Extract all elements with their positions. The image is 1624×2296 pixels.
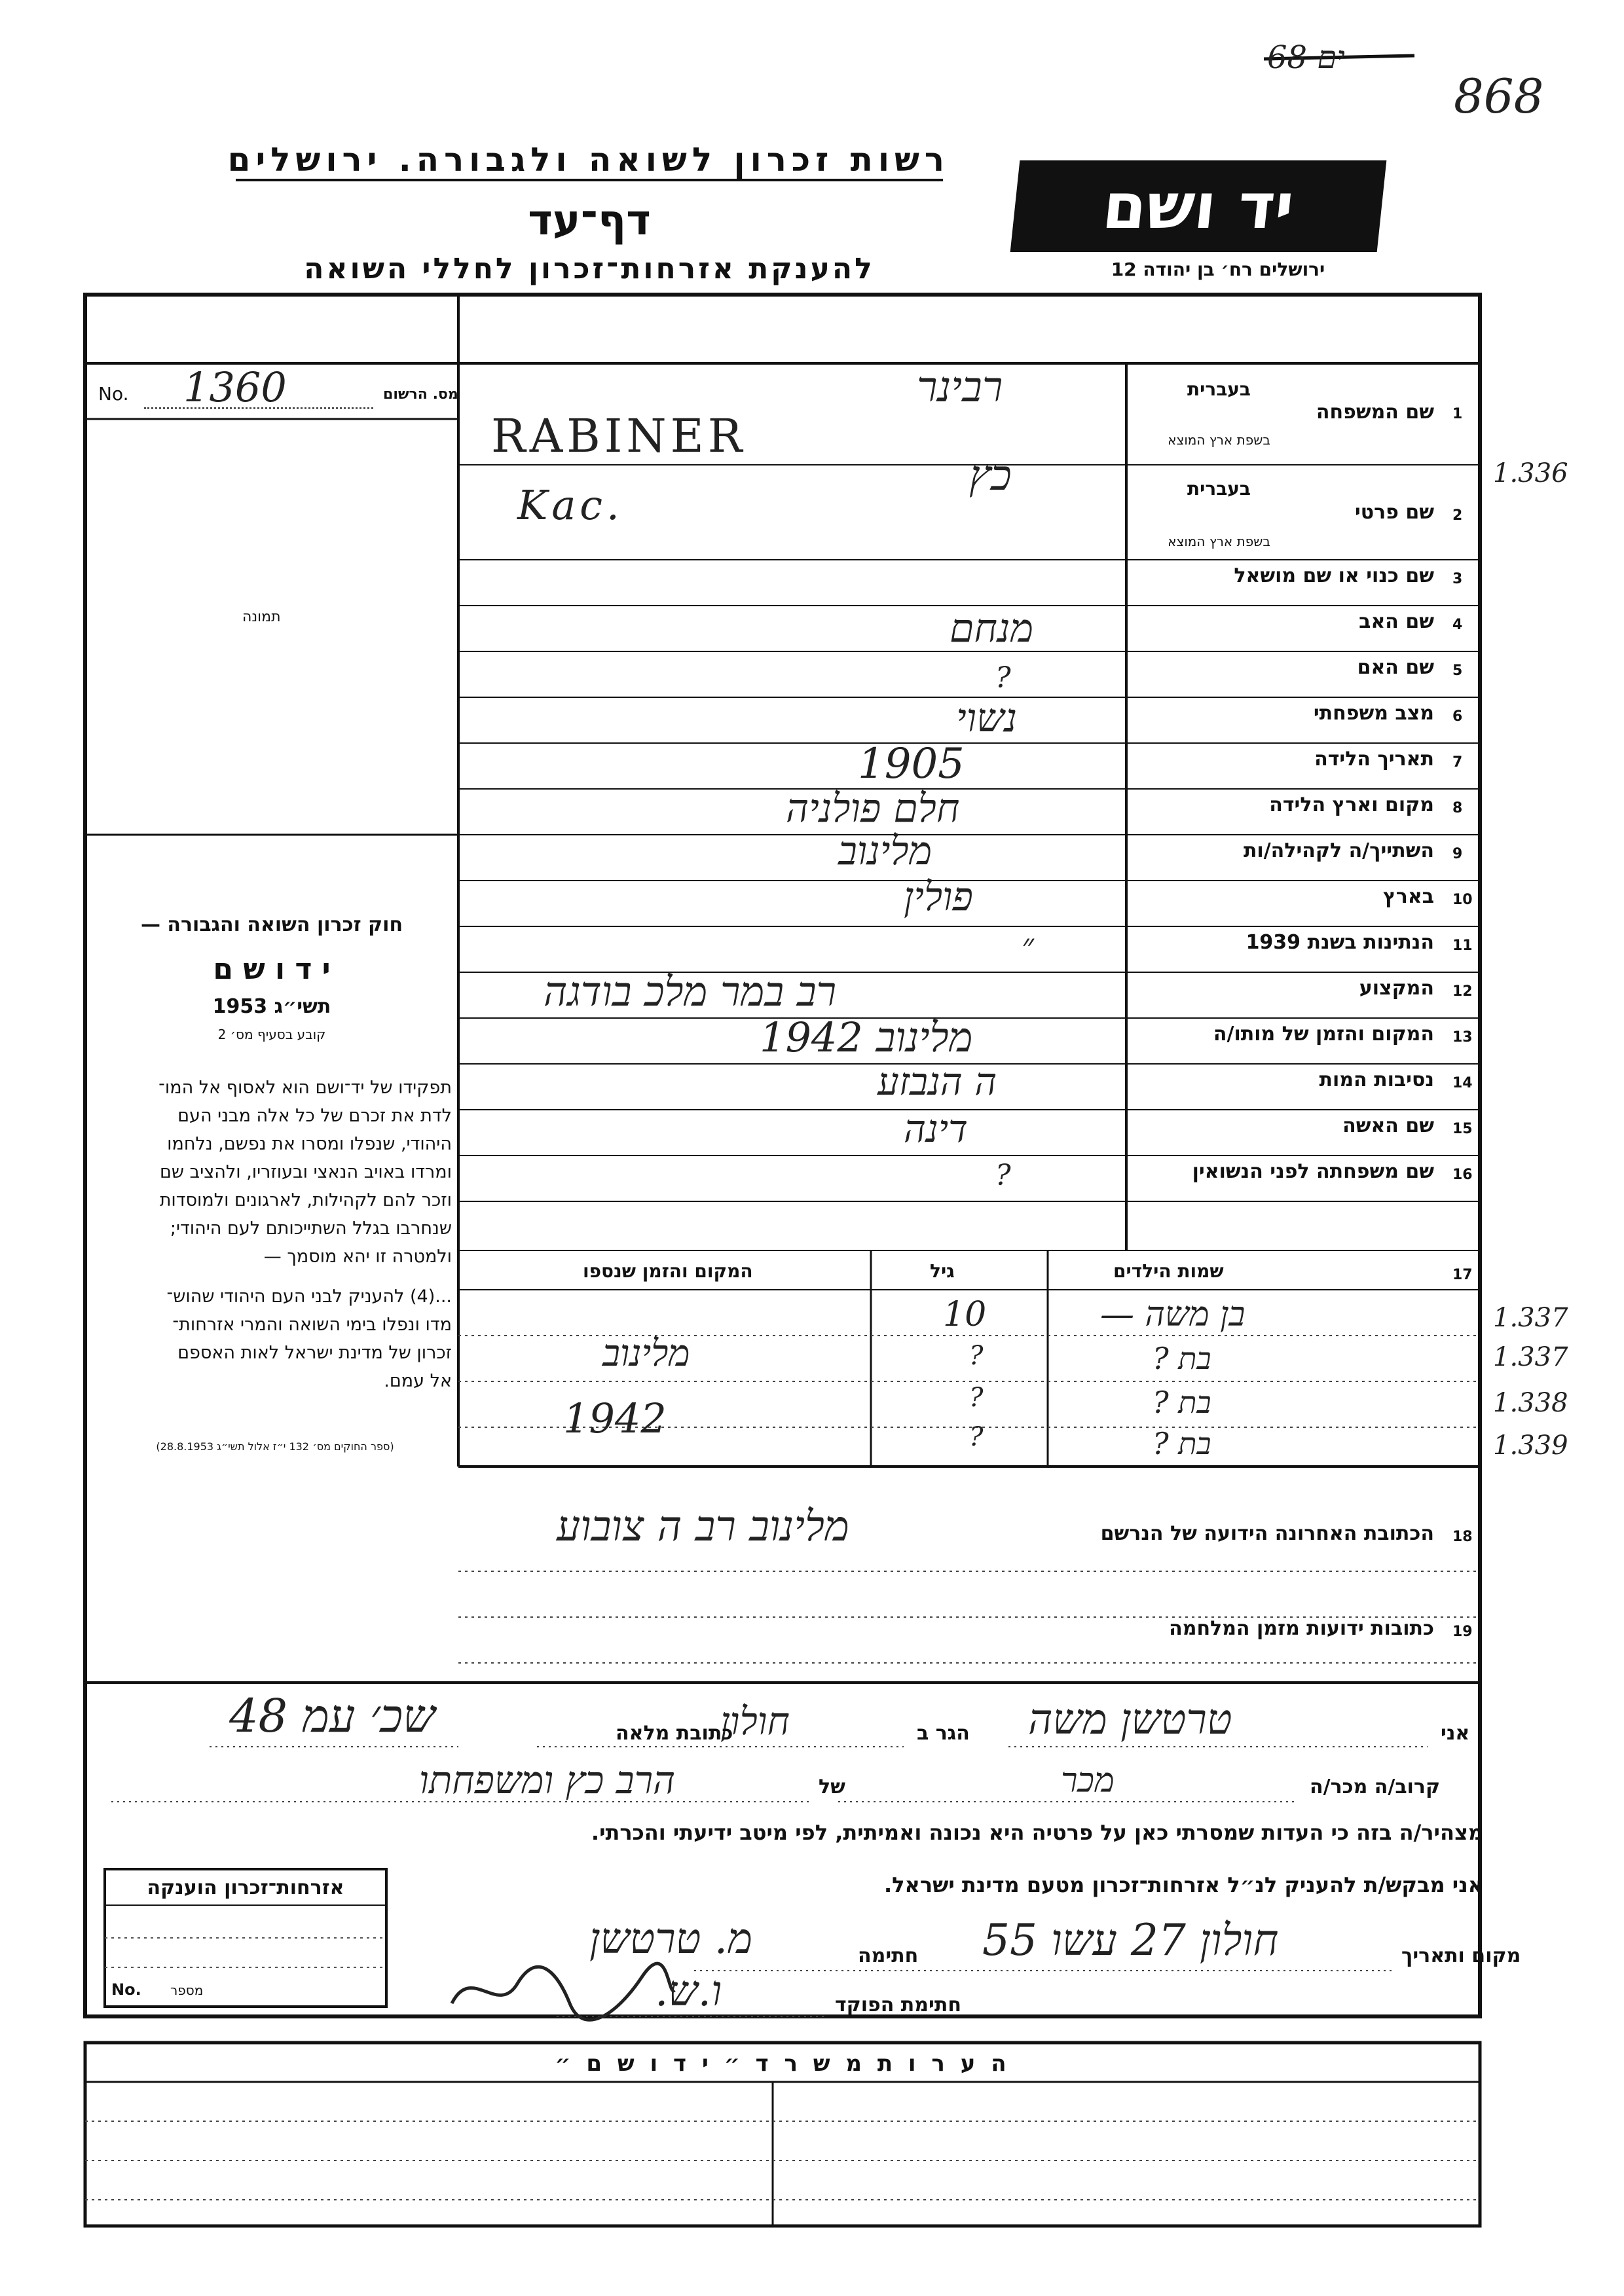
field-number: 1	[1452, 406, 1463, 422]
field-number: 10	[1452, 892, 1473, 908]
side-number: 1.338	[1493, 1388, 1568, 1418]
field-label-nickname: שם כנוי או שם מושאל	[1234, 564, 1434, 587]
field-number: 17	[1452, 1267, 1473, 1283]
decl-officer-value: ו.ש.	[655, 1967, 722, 2016]
field-number: 6	[1452, 708, 1463, 725]
value-father-name: מנחם	[950, 606, 1034, 651]
no-label: No.	[98, 383, 129, 405]
struck-annotation: 68 ים	[1267, 39, 1345, 76]
value-birth-place: חלם פולניה	[786, 786, 960, 831]
field-label-death-place-time: המקום והזמן של מותו/ה	[1213, 1023, 1434, 1046]
value-profession: רב במר מלכ בודגה	[544, 968, 837, 1015]
field-label-family-name: שם המשפחה	[1316, 401, 1434, 424]
field-label-mother-name: שם האם	[1357, 656, 1434, 679]
field-label-birth-place: מקום וארץ הלידה	[1269, 793, 1434, 816]
decl-full-address-value: שכ׳ עמ 48	[229, 1689, 435, 1743]
value-wife-name: דינה	[904, 1106, 968, 1151]
value-family-name-heb: רבינר	[917, 363, 1003, 412]
decl-of-value: הרב כץ ומשפחתו	[419, 1758, 676, 1802]
field-label-first-name: שם פרטי	[1354, 501, 1434, 524]
decl-resides: הגר ב	[917, 1722, 970, 1745]
decl-of: של	[819, 1776, 845, 1798]
law-body: תפקידו של יד־ושם הוא לאסוף אל המו־ לדת את זכרם של כל אלה מבני העם היהודי, שנפלו ומסרו את נפשם, נלחמו ומרדו באויב הנאצי ובעוזריו, ולהציב שם וזכר להם לקהילות, לארגונים ולמוסדות שנחרבו בגלל השתייכותם לעם היהודי; ולמטרה זו יהא מוסמך — ...(4) להעניק לבני העם היהודי שהוש־ מדו ונפלו בימי השואה והמרי אזרחות־ זכרון של מדינת ישראל לאות האספם אל עמם.	[158, 1078, 452, 1391]
field-sub-origin: בשפת ארץ המוצא	[1168, 432, 1270, 448]
decl-officer-label: חתימת הפוקד	[835, 1994, 961, 2016]
field-number: 9	[1452, 846, 1463, 862]
form-title: דף־עד	[528, 196, 651, 245]
field-number: 14	[1452, 1075, 1473, 1091]
citizenship-box-title: אזרחות־זכרון הוענקה	[147, 1876, 344, 1899]
field-label-death-circumstances: נסיבות המות	[1319, 1068, 1434, 1091]
field-number: 16	[1452, 1167, 1473, 1183]
form-subtitle: להענקת אזרחות־זכרון לחללי השואה	[304, 252, 875, 285]
officer-signature-scribble	[445, 1958, 681, 2023]
field-label-maiden-name: שם משפחתה לפני הנשואין	[1192, 1160, 1434, 1183]
yad-vashem-logo: יד ושם	[1010, 160, 1387, 252]
field-label-wartime-addresses: כתובות ידועות מזמן המלחמה	[1169, 1617, 1434, 1640]
side-number: 1.339	[1493, 1430, 1568, 1461]
child-place: 1942	[563, 1394, 667, 1442]
field-number: 2	[1452, 507, 1463, 524]
decl-resides-value: חולון	[720, 1699, 790, 1743]
field-label-marital-status: מצב משפחתי	[1313, 702, 1434, 725]
field-number: 19	[1452, 1624, 1473, 1640]
field-number: 5	[1452, 663, 1463, 679]
citizenship-no-label: No.	[111, 1980, 141, 1999]
field-number: 11	[1452, 938, 1473, 954]
value-nationality: ״	[1022, 926, 1034, 964]
decl-place-date: מקום ותאריך	[1401, 1944, 1521, 1967]
field-label-birth-date: תאריך הלידה	[1314, 748, 1434, 771]
field-label-wife-name: שם האשה	[1342, 1114, 1434, 1137]
value-community: מלינוב	[838, 828, 932, 874]
decl-signature-value: מ. טרטשן	[589, 1915, 752, 1963]
decl-relative: קרוב/ה מכר/ה	[1310, 1776, 1441, 1798]
field-label-nationality: הנתינות בשנת 1939	[1246, 931, 1434, 954]
decl-ani-value: טרטשן משה	[1028, 1696, 1232, 1744]
value-birth-date: 1905	[858, 740, 965, 788]
law-section: קובע בסעיף מס׳ 2	[217, 1027, 326, 1042]
decl-place-date-value: חולון 27 עשו 55	[982, 1915, 1279, 1965]
field-label-community: השתייך/ה לקהילה/ות	[1243, 839, 1434, 862]
decl-relative-value: מכר	[1061, 1761, 1115, 1800]
child-name: בת ?	[1153, 1341, 1211, 1376]
child-age: ?	[969, 1341, 984, 1371]
value-first-name-heb: כץ	[969, 452, 1012, 500]
page-number: 868	[1454, 69, 1544, 124]
children-col-age: גיל	[930, 1260, 955, 1282]
decl-statement2: אני מבקש/ת להעניק לנ״ל אזרחות־זכרון מטעם מדינת ישראל.	[884, 1872, 1483, 1897]
office-notes-title: ה ע ר ו ת מ ש ר ד ״ י ד ו ש ם ״	[555, 2050, 1010, 2077]
field-number: 3	[1452, 571, 1463, 587]
child-name: בת ?	[1153, 1385, 1211, 1420]
side-number: 1.336	[1493, 458, 1568, 488]
value-death-place-time: מלינוב 1942	[760, 1013, 973, 1061]
decl-ani: אני	[1441, 1722, 1470, 1745]
reg-number: 1360	[183, 363, 287, 411]
decl-signature-label: חתימה	[858, 1944, 919, 1967]
child-age: 10	[943, 1295, 987, 1334]
law-title: חוק זכרון השואה והגבורה —	[140, 913, 403, 936]
child-place: מלינוב	[602, 1332, 690, 1375]
value-mother-name: ?	[995, 661, 1011, 695]
value-death-circumstances: ה הנבזע	[877, 1059, 997, 1104]
field-number: 7	[1452, 754, 1463, 771]
value-family-name-latin: RABINER	[491, 409, 747, 463]
law-name: י ד ו ש ם	[213, 953, 331, 986]
reg-label: מס. הרשום	[383, 386, 458, 403]
photo-label: תמונה	[242, 609, 281, 625]
authority-title: רשות זכרון לשואה ולגבורה. ירושלים	[227, 141, 950, 179]
decl-full-address: כתובת מלאה	[616, 1722, 733, 1745]
law-year: תשי״ג 1953	[212, 995, 331, 1018]
field-number: 13	[1452, 1029, 1473, 1046]
field-number: 8	[1452, 800, 1463, 816]
value-country: פולין	[904, 874, 973, 920]
field-label-last-address: הכתובת האחרונה הידועה של הנרשם	[1100, 1522, 1434, 1545]
side-number: 1.337	[1493, 1342, 1568, 1372]
field-number: 4	[1452, 617, 1463, 633]
children-col-place: המקום והזמן שנספו	[583, 1260, 753, 1282]
value-last-address: מלינוב רב ה צובוע	[557, 1503, 849, 1551]
citizenship-number-label: מספר	[170, 1982, 204, 1998]
child-name: בת ?	[1153, 1426, 1211, 1461]
field-label-father-name: שם האב	[1359, 610, 1434, 633]
child-age: ?	[969, 1422, 984, 1452]
value-maiden-name: ?	[995, 1159, 1011, 1192]
value-marital-status: נשוי	[956, 695, 1018, 741]
field-sub-origin: בשפת ארץ המוצא	[1168, 534, 1270, 549]
side-number: 1.337	[1493, 1303, 1568, 1333]
address: ירושלים רח׳ בן יהודה 12	[1111, 259, 1325, 280]
value-first-name-latin: Kac.	[517, 481, 623, 529]
child-age: ?	[969, 1383, 984, 1413]
decl-statement1: מצהיר/ה בזה כי העדות שמסרתי כאן על פרטיה היא נכונה ואמיתית, לפי מיטב ידיעתי והכרתי.	[591, 1820, 1483, 1845]
field-sub-hebrew: בעברית	[1187, 478, 1251, 500]
field-label-country: בארץ	[1382, 885, 1434, 908]
law-citation: (ספר החוקים מס׳ 132 י״ז אלול תשי״ג 28.8.1953)	[156, 1440, 394, 1453]
field-number: 12	[1452, 983, 1473, 1000]
children-col-names: שמות הילדים	[1113, 1260, 1224, 1282]
field-number: 15	[1452, 1121, 1473, 1137]
field-sub-hebrew: בעברית	[1187, 378, 1251, 400]
field-number: 18	[1452, 1529, 1473, 1545]
field-label-profession: המקצוע	[1359, 977, 1434, 1000]
child-name: בן משה —	[1100, 1295, 1246, 1334]
